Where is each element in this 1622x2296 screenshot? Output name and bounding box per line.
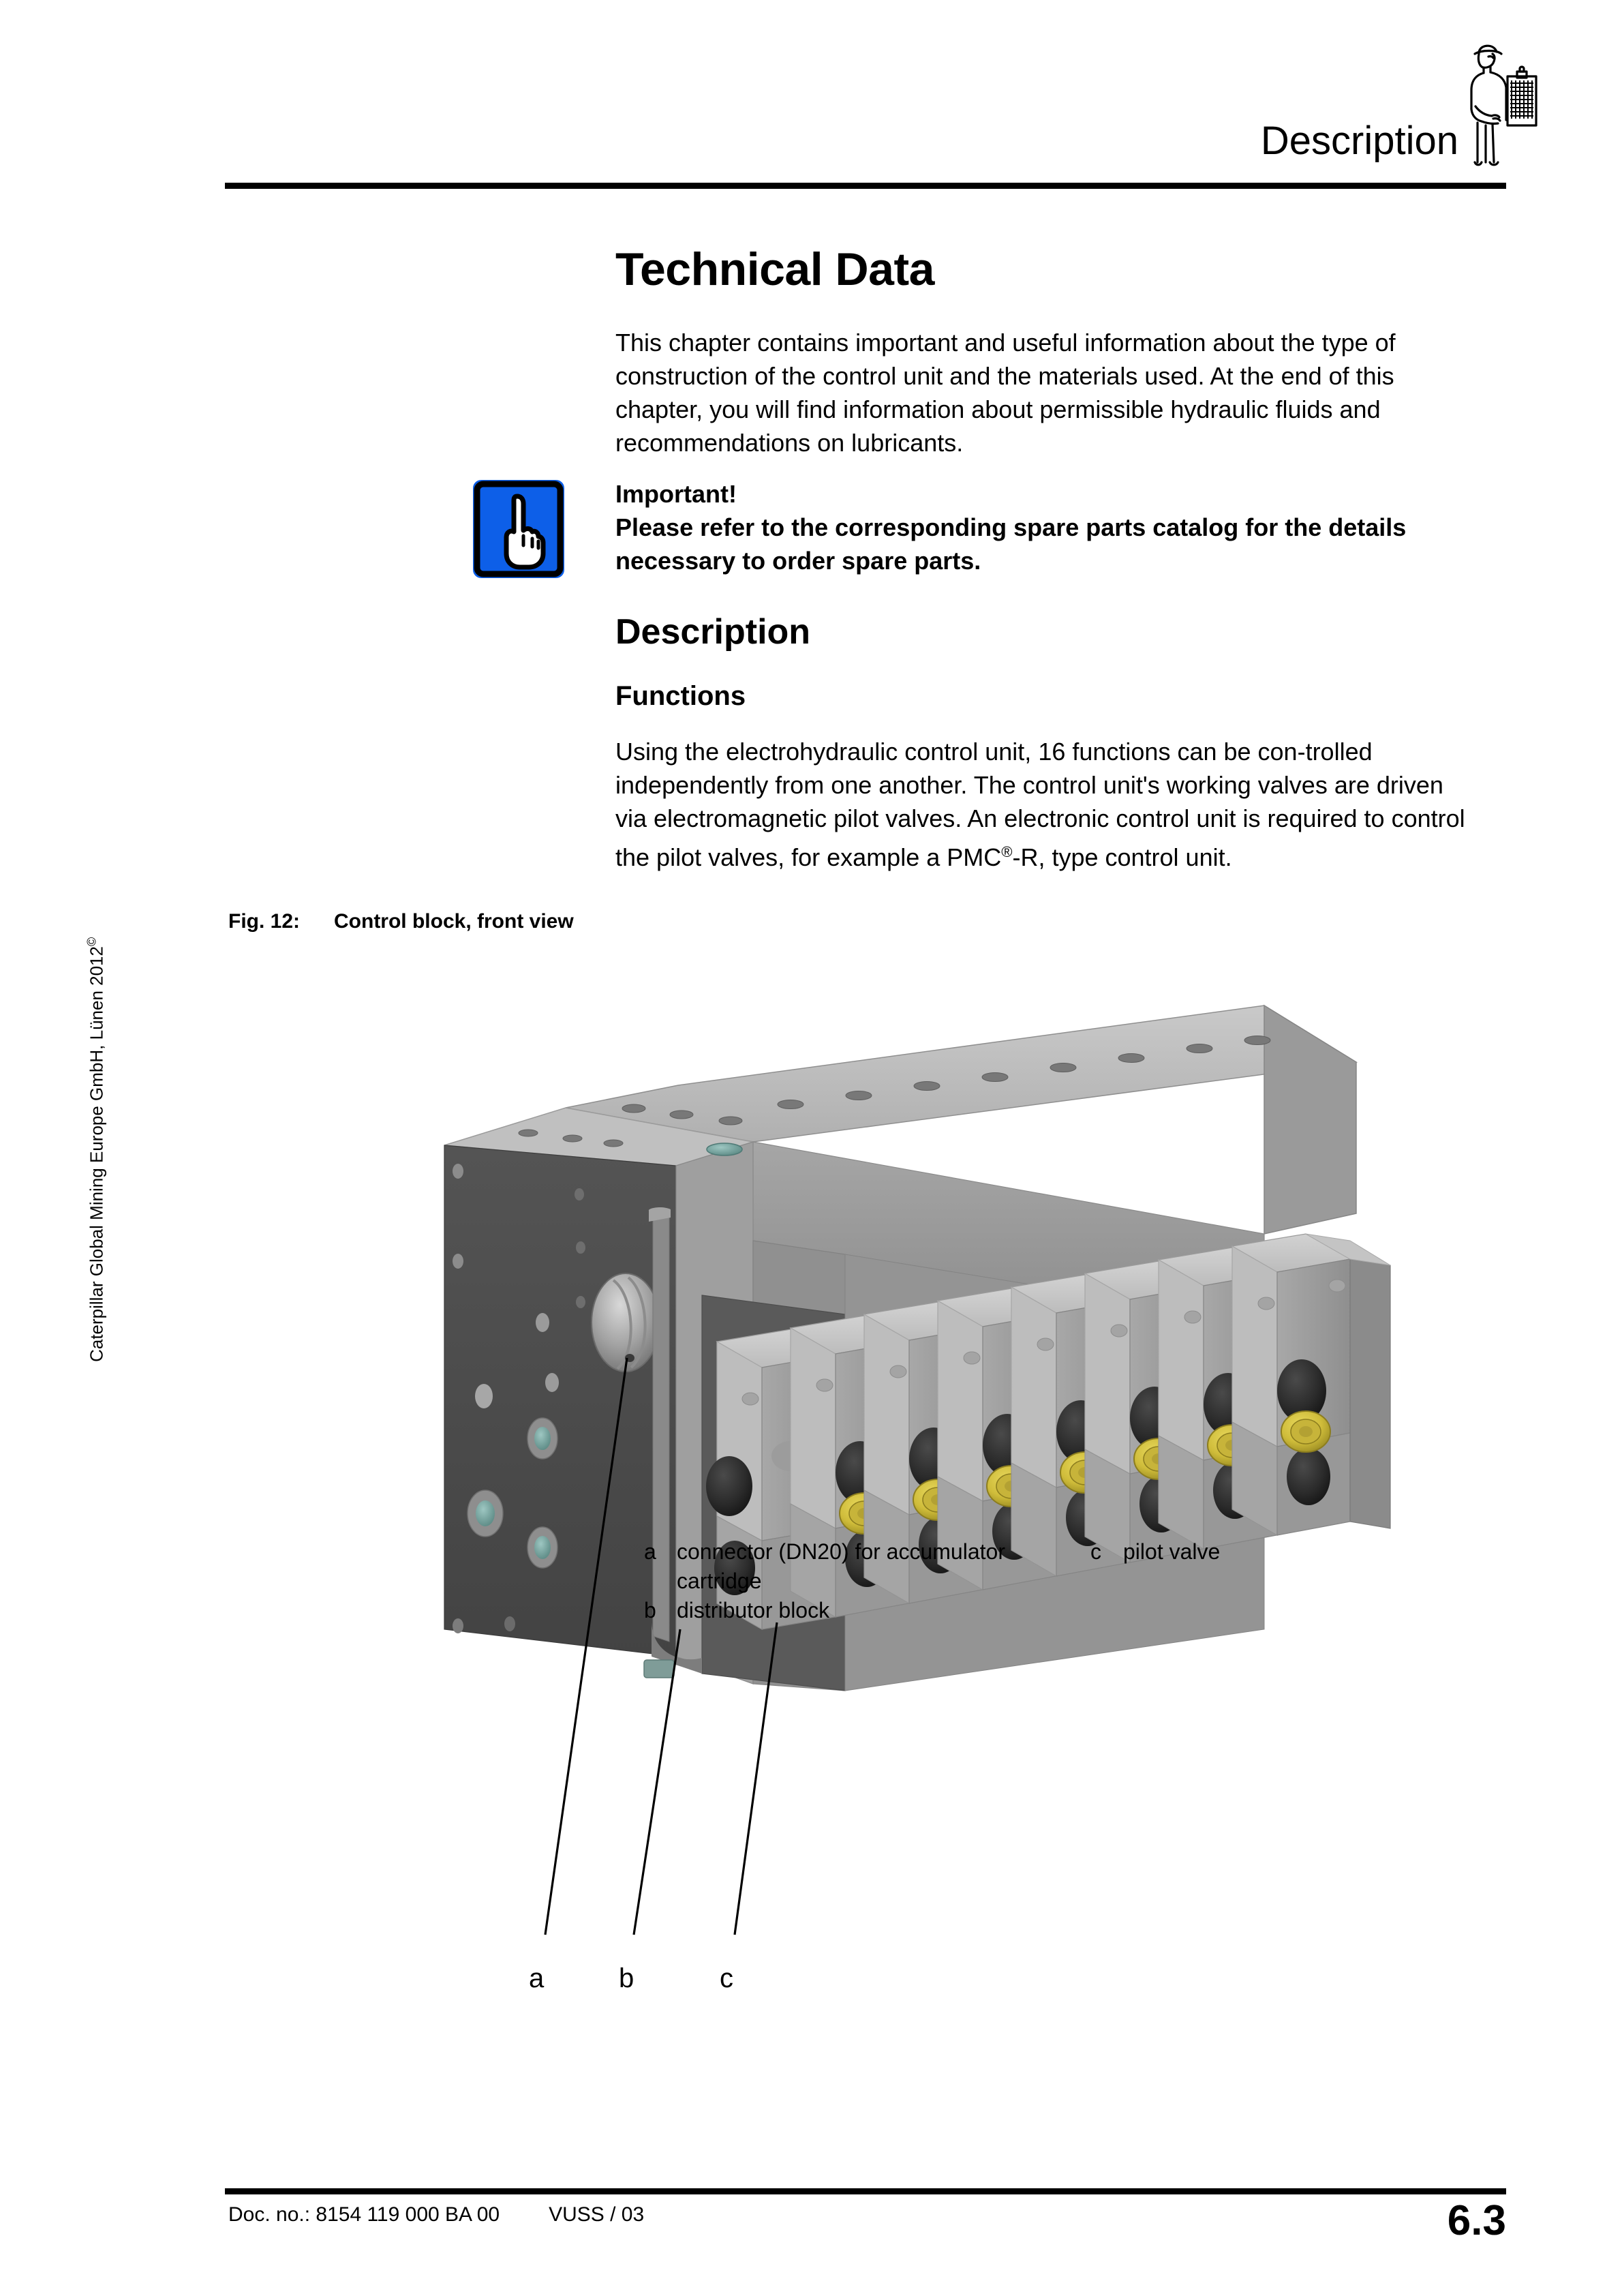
footer-divider-rule bbox=[225, 2188, 1506, 2194]
page-title: Technical Data bbox=[615, 243, 934, 295]
page-header-title: Description bbox=[1260, 119, 1458, 163]
intro-paragraph: This chapter contains important and useful information about the type of construction of the control unit and the materials used. At the end of this chapter, you will find information about permissible hydraulic fluids and recommendations on lubricants. bbox=[615, 329, 1396, 457]
top-port bbox=[707, 1143, 742, 1155]
functions-text-part1: Using the electrohydraulic control unit, 16 functions can be con-trolled independently from one another. The control unit's working valves are driven via electromagnetic pilot valves. An electronic control unit is required to control the pilot valves, for example a PMC bbox=[615, 738, 1465, 871]
legend-key: b bbox=[644, 1598, 656, 1622]
functions-paragraph bbox=[615, 735, 1478, 874]
worker-with-clipboard-icon bbox=[1463, 35, 1539, 172]
copyright-text: Caterpillar Global Mining Europe GmbH, Lünen 2012 bbox=[86, 946, 107, 1362]
legend-item bbox=[644, 1537, 1026, 1596]
header-divider-rule bbox=[225, 183, 1506, 189]
copyright-symbol: © bbox=[85, 937, 99, 947]
pointing-hand-icon bbox=[469, 477, 568, 581]
figure-caption bbox=[228, 910, 574, 933]
doc-no-text: Doc. no.: 8154 119 000 BA 00 bbox=[228, 2203, 500, 2226]
footer-document-number bbox=[228, 2203, 644, 2226]
legend-item bbox=[1090, 1537, 1431, 1567]
sub-heading-functions: Functions bbox=[615, 681, 746, 711]
connector-bore bbox=[592, 1273, 660, 1372]
page-number: 6.3 bbox=[1447, 2197, 1506, 2244]
callout-label-b: b bbox=[619, 1963, 634, 1993]
callout-label-c: c bbox=[720, 1963, 733, 1993]
pilot-valve-unit bbox=[1232, 1234, 1350, 1535]
legend-item bbox=[644, 1596, 1026, 1625]
functions-text-part2: -R, type control unit. bbox=[1012, 843, 1232, 871]
section-heading-description: Description bbox=[615, 612, 811, 652]
legend-text: pilot valve bbox=[1123, 1539, 1221, 1564]
important-body: Please refer to the corresponding spare parts catalog for the details necessary to order spare parts. bbox=[615, 513, 1407, 575]
important-notice bbox=[615, 477, 1478, 577]
registered-trademark-symbol: ® bbox=[1001, 843, 1013, 860]
legend-column-left bbox=[644, 1537, 1026, 1625]
callout-labels bbox=[529, 1963, 733, 1993]
legend-text: connector (DN20) for accumulator cartridge bbox=[677, 1539, 1005, 1593]
important-heading: Important! bbox=[615, 480, 737, 508]
legend-column-right bbox=[1090, 1537, 1431, 1567]
figure-number: Fig. 12: bbox=[228, 910, 301, 933]
figure-caption-text: Control block, front view bbox=[334, 910, 574, 933]
legend-key: a bbox=[644, 1539, 656, 1564]
copyright-notice bbox=[86, 672, 106, 1627]
callout-label-a: a bbox=[529, 1963, 545, 1993]
legend-key: c bbox=[1090, 1539, 1101, 1564]
legend-text: distributor block bbox=[677, 1598, 830, 1622]
doc-variant-text: VUSS / 03 bbox=[549, 2203, 645, 2226]
